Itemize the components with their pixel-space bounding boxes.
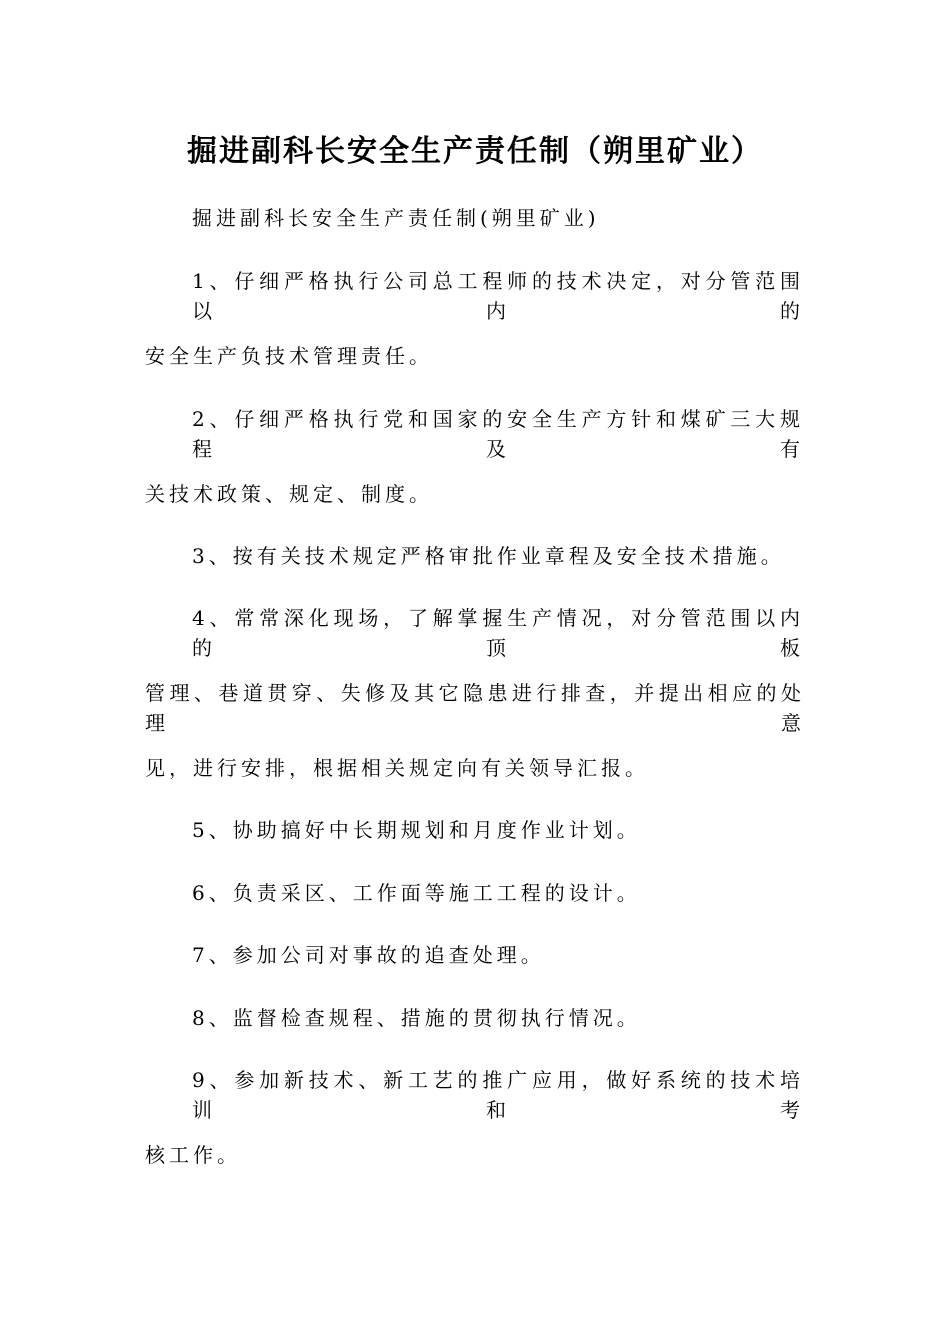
document-subtitle: 掘进副科长安全生产责任制(朔里矿业) — [192, 206, 600, 230]
paragraph-line: 6、负责采区、工作面等施工工程的设计。 — [192, 881, 641, 905]
paragraph-line: 5、协助搞好中长期规划和月度作业计划。 — [192, 818, 641, 842]
paragraph-line: 关技术政策、规定、制度。 — [145, 482, 433, 506]
paragraph-line: 见，进行安排，根据相关规定向有关领导汇报。 — [145, 756, 649, 780]
paragraph-line: 3、按有关技术规定严格审批作业章程及安全技术措施。 — [192, 544, 785, 568]
paragraph-line: 核工作。 — [145, 1143, 241, 1167]
paragraph-line: 2、仔细严格执行党和国家的安全生产方针和煤矿三大规程及有 — [192, 407, 804, 461]
paragraph-line: 7、参加公司对事故的追查处理。 — [192, 943, 545, 967]
paragraph-line: 9、参加新技术、新工艺的推广应用，做好系统的技术培训和考 — [192, 1068, 804, 1122]
paragraph-line: 1、仔细严格执行公司总工程师的技术决定，对分管范围以内的 — [192, 269, 804, 323]
paragraph-line: 8、监督检查规程、措施的贯彻执行情况。 — [192, 1006, 641, 1030]
paragraph-line: 4、常常深化现场，了解掌握生产情况，对分管范围以内的顶板 — [192, 606, 804, 660]
paragraph-line: 管理、巷道贯穿、失修及其它隐患进行排查，并提出相应的处理意 — [145, 681, 805, 735]
document-title: 掘进副科长安全生产责任制（朔里矿业） — [187, 134, 763, 169]
paragraph-line: 安全生产负技术管理责任。 — [145, 344, 433, 368]
